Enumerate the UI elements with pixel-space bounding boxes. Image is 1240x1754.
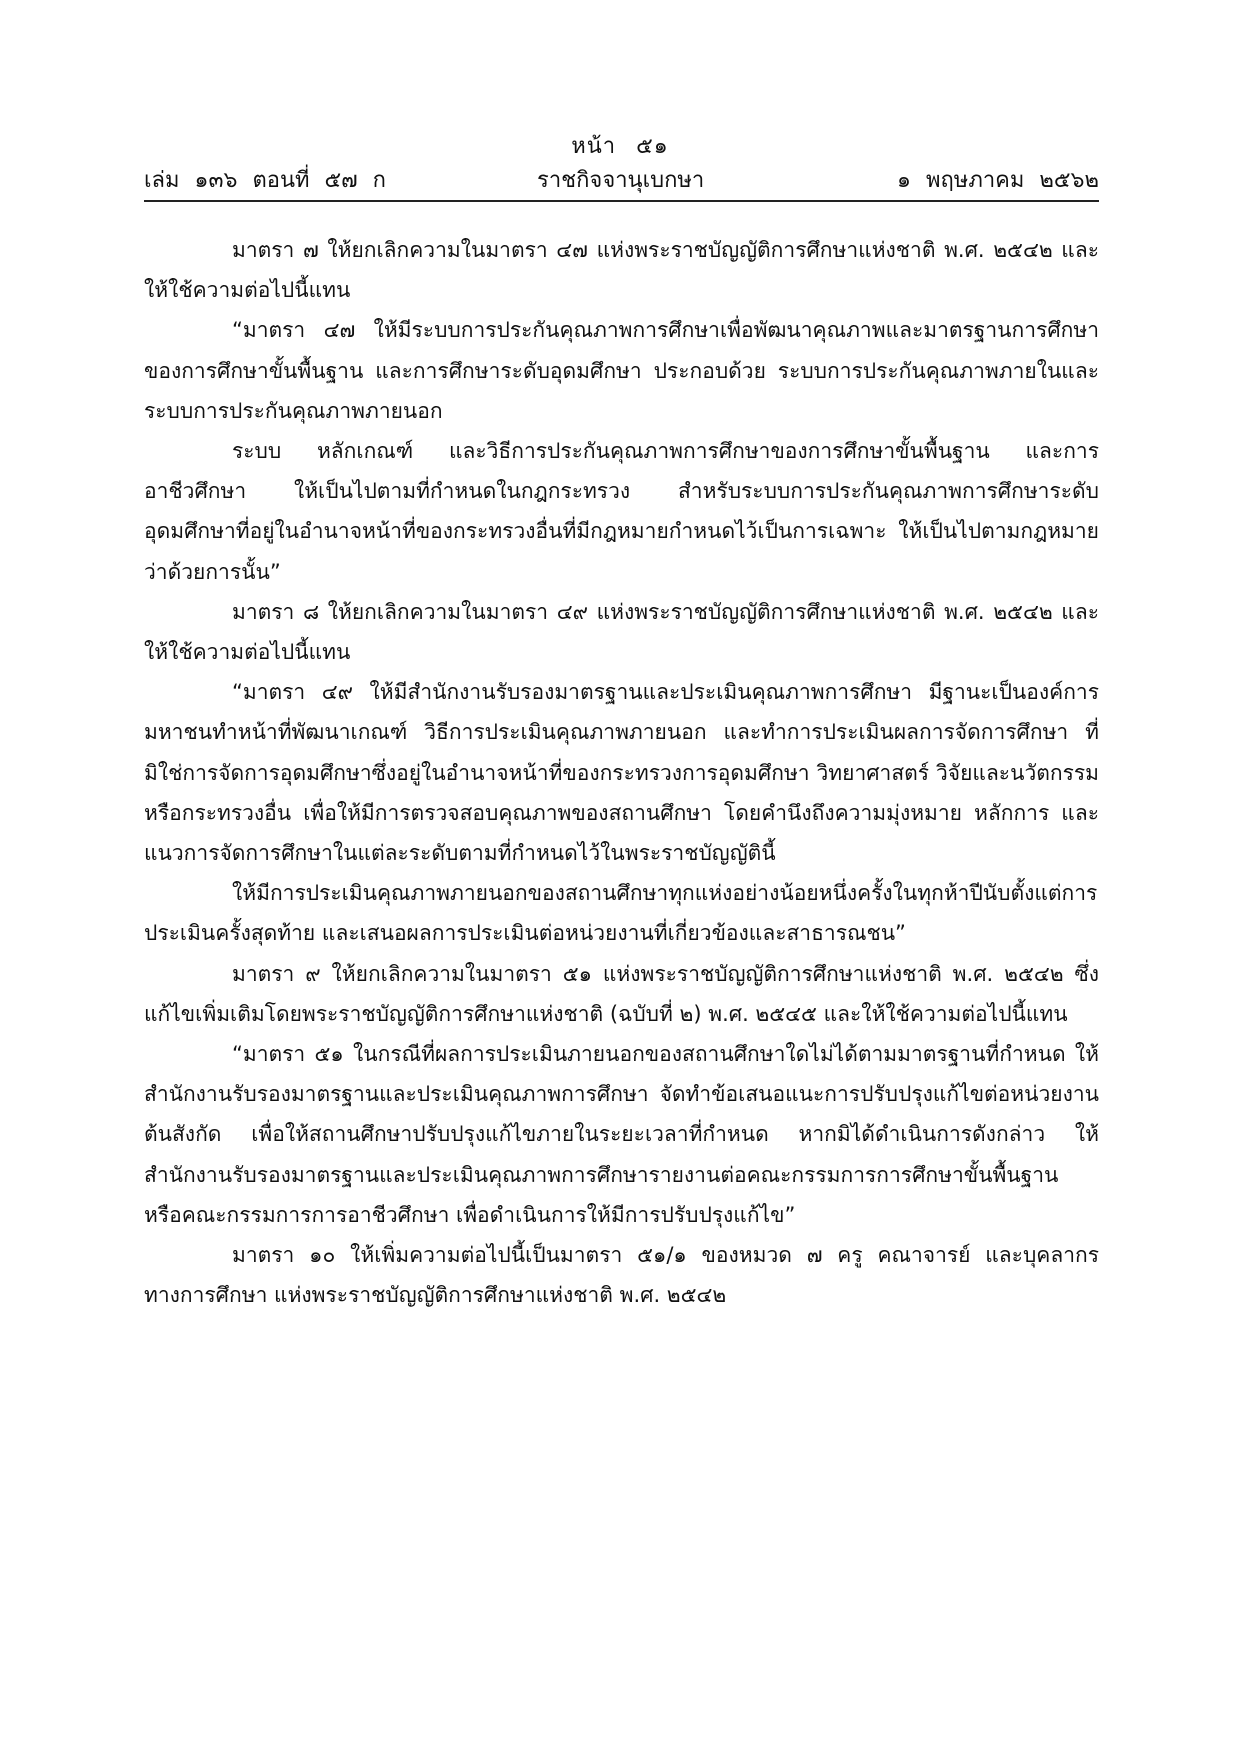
paragraph-section-47-clause-2: ระบบ หลักเกณฑ์ และวิธีการประกันคุณภาพการศึกษาของการศึกษาขั้นพื้นฐาน และการอาชีวศึกษา ให้เป็นไปตามที่กำหนดในกฎกระทรวง สำหรับระบบการประกันคุณภาพการศึกษาระดับอุดมศึกษาที่อยู่ในอำนาจหน้าที่ของกระทรวงอื่นที่มีกฎหมายกำหนดไว้เป็นการเฉพาะ ให้เป็นไปตามกฎหมายว่าด้วยการนั้น” (144, 439, 1099, 584)
paragraph-section-8: มาตรา ๘ ให้ยกเลิกความในมาตรา ๔๙ แห่งพระราชบัญญัติการศึกษาแห่งชาติ พ.ศ. ๒๕๔๒ และให้ใช้ความต่อไปนี้แทน (144, 599, 1099, 665)
paragraph-section-51: “มาตรา ๕๑ ในกรณีที่ผลการประเมินภายนอกของสถานศึกษาใดไม่ได้ตามมาตรฐานที่กำหนด ให้สำนักงานรับรองมาตรฐานและประเมินคุณภาพการศึกษา จัดทำข้อเสนอแนะการปรับปรุงแก้ไขต่อหน่วยงานต้นสังกัด เพื่อให้สถานศึกษาปรับปรุงแก้ไขภายในระยะเวลาที่กำหนด หากมิได้ดำเนินการดังกล่าว ให้สำนักงานรับรองมาตรฐานและประเมินคุณภาพการศึกษารายงานต่อคณะกรรมการการศึกษาขั้นพื้นฐาน หรือคณะกรรมการการอาชีวศึกษา เพื่อดำเนินการให้มีการปรับปรุงแก้ไข” (144, 1042, 1099, 1227)
paragraph-section-7: มาตรา ๗ ให้ยกเลิกความในมาตรา ๔๗ แห่งพระราชบัญญัติการศึกษาแห่งชาติ พ.ศ. ๒๕๔๒ และให้ใช้ความต่อไปนี้แทน (144, 238, 1099, 303)
publication-title: ราชกิจจานุเบกษา (537, 168, 705, 193)
paragraph-section-10: มาตรา ๑๐ ให้เพิ่มความต่อไปนี้เป็นมาตรา ๕๑/๑ ของหมวด ๗ ครู คณาจารย์ และบุคลากรทางการศึกษา แห่งพระราชบัญญัติการศึกษาแห่งชาติ พ.ศ. ๒๕๔๒ (144, 1243, 1099, 1308)
paragraph-section-49-clause-2: ให้มีการประเมินคุณภาพภายนอกของสถานศึกษาทุกแห่งอย่างน้อยหนึ่งครั้งในทุกห้าปีนับตั้งแต่การประเมินครั้งสุดท้าย และเสนอผลการประเมินต่อหน่วยงานที่เกี่ยวข้องและสาธารณชน” (144, 881, 1098, 946)
paragraph-section-47: “มาตรา ๔๗ ให้มีระบบการประกันคุณภาพการศึกษาเพื่อพัฒนาคุณภาพและมาตรฐานการศึกษาของการศึกษาขั้นพื้นฐาน และการศึกษาระดับอุดมศึกษา ประกอบด้วย ระบบการประกันคุณภาพภายในและระบบการประกันคุณภาพภายนอก (144, 318, 1099, 423)
publication-date: ๑ พฤษภาคม ๒๕๖๒ (897, 168, 1099, 193)
paragraph-section-9: มาตรา ๙ ให้ยกเลิกความในมาตรา ๕๑ แห่งพระราชบัญญัติการศึกษาแห่งชาติ พ.ศ. ๒๕๔๒ ซึ่งแก้ไขเพิ่มเติมโดยพระราชบัญญัติการศึกษาแห่งชาติ (ฉบับที่ ๒) พ.ศ. ๒๕๔๕ และให้ใช้ความต่อไปนี้แทน (144, 961, 1099, 1026)
document-body (144, 230, 1099, 1315)
page-number: หน้า ๕๑ (571, 134, 669, 159)
running-header (144, 162, 1099, 196)
volume-issue: เล่ม ๑๓๖ ตอนที่ ๕๗ ก (144, 168, 386, 193)
header-divider (144, 200, 1099, 202)
paragraph-section-49: “มาตรา ๔๙ ให้มีสำนักงานรับรองมาตรฐานและประเมินคุณภาพการศึกษา มีฐานะเป็นองค์การมหาชนทำหน้าที่พัฒนาเกณฑ์ วิธีการประเมินคุณภาพภายนอก และทำการประเมินผลการจัดการศึกษา ที่มิใช่การจัดการอุดมศึกษาซึ่งอยู่ในอำนาจหน้าที่ของกระทรวงการอุดมศึกษา วิทยาศาสตร์ วิจัยและนวัตกรรม หรือกระทรวงอื่น เพื่อให้มีการตรวจสอบคุณภาพของสถานศึกษา โดยคำนึงถึงความมุ่งหมาย หลักการ และแนวการจัดการศึกษาในแต่ละระดับตามที่กำหนดไว้ในพระราชบัญญัตินี้ (144, 680, 1099, 866)
